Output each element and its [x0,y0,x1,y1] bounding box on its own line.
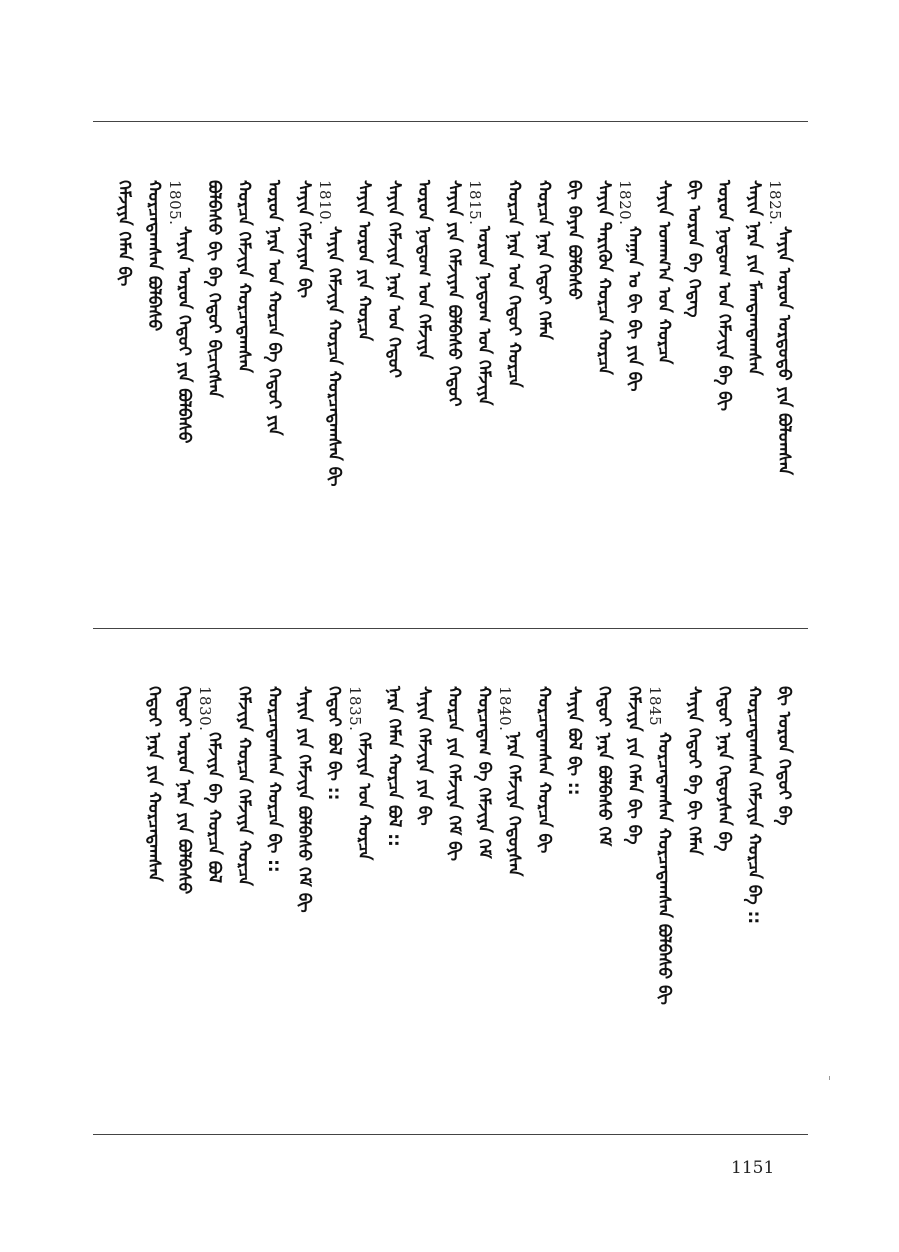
line-number: 1835. [346,686,364,732]
verse-line: ᠬᠡᠳᠦᠶ ᠨᠡᠷᠡ ᠪᠣᠯᠪᠠᠰᠤ ᠬᠡᠮ [594,686,614,847]
line-number: 1825. [766,180,784,226]
line-number: 1840. [496,686,514,732]
verse-line: ᠬᠤᠷᠴᠠᠳᠠᠭ ᠪᠠ ᠬᠡᠮᠵᠢᠶᠡ ᠬᠡᠮ [474,686,494,859]
verse-line: ᠬᠤᠷᠴᠠ ᠶᠢᠨ ᠬᠡᠮᠵᠢᠶᠡ ᠬᠡᠮ ᠪᠢ [444,686,464,861]
verse-line: ᠰᠠᠶᠢᠨ ᠬᠡᠳᠦᠶ ᠪᠠ ᠪᠢ ᠬᠡᠮᠡᠨ [684,686,704,856]
verse-line: ᠤᠷᠤᠨ ᠨᠤᠲᠤᠭ ᠤᠨ ᠬᠡᠮᠵᠢᠶᠡ [474,226,494,406]
line-number: 1830. [196,686,214,732]
verse-line: ᠤᠷᠤᠨ ᠨᠤᠲᠤᠭ ᠤᠨ ᠬᠡᠮᠵᠢᠶᠡ ᠪᠡ ᠪᠢ [714,180,734,411]
bottom-verse-block [80,686,800,1005]
verse-line: ᠰᠠᠶᠢᠨ ᠬᠡᠮᠵᠢᠶᠡᠨ ᠪᠢ [294,180,314,298]
verse-line: ᠬᠡᠮᠵᠢᠶᠡ ᠶᠢᠨ ᠬᠡᠮᠡᠨ ᠪᠢ ᠪᠠ [624,686,644,845]
verse-line: ᠬᠠᠭᠠᠨ ᠤ ᠪᠢ ᠪᠢ ᠶᠢᠨ ᠪᠢ [624,226,644,392]
verse-line: ᠬᠡᠳᠦᠶ ᠪᠣᠯ ᠪᠢ :: [324,686,344,801]
verse-line: ᠰᠠᠶᠢᠨ ᠤᠬᠠᠭ᠎ᠠ ᠤᠨ ᠬᠤᠷᠴᠠ [654,180,674,365]
verse-line: ᠬᠡᠳᠦᠶ ᠨᠡᠷᠡ ᠶᠢᠨ ᠬᠤᠷᠴᠠᠳᠠᠭᠰᠠᠨ [144,686,164,882]
verse-line: ᠨᠡᠷᠡ ᠬᠡᠮᠡᠨ ᠬᠤᠷᠴᠠ ᠪᠣᠯ :: [384,686,404,847]
top-rule [93,121,808,122]
line-number: 1805. [166,180,184,226]
verse-line: ᠬᠡᠮᠵᠢᠶᠡ ᠬᠡᠮᠡᠨ ᠪᠢ [114,180,134,287]
verse-line: ᠬᠡᠳᠦᠶ ᠨᠡᠷᠡ ᠬᠡᠳᠦᠶᠰᠡᠨ ᠪᠠ [714,686,734,852]
verse-line: ᠬᠤᠷᠴᠠᠳᠠᠭᠰᠠᠨ ᠪᠣᠯᠪᠠᠰᠤ [144,180,164,332]
verse-line: ᠤᠷᠤᠨ ᠨᠡᠷᠡ ᠤᠨ ᠬᠤᠷᠴᠠ ᠪᠠ ᠬᠡᠳᠦᠶ ᠶᠢᠨ [264,180,284,436]
verse-line: ᠰᠠᠶᠢᠨ ᠪᠣᠯ ᠪᠢ :: [564,686,584,796]
verse-line: ᠰᠠᠶᠢᠨ ᠬᠡᠮᠵᠢᠶᠡ ᠬᠤᠷᠴᠠ ᠬᠤᠷᠴᠠᠳᠠᠭᠰᠠᠨ ᠪᠢ [324,226,344,487]
verse-line: ᠬᠤᠷᠴᠠ ᠨᠡᠷᠡ ᠬᠡᠳᠦᠶ ᠬᠡᠮᠡᠨ [534,180,554,340]
bottom-rule [93,1134,808,1135]
verse-line: ᠬᠡᠳᠦᠶ ᠤᠷᠤᠨ ᠨᠡᠷᠡ ᠶᠢᠨ ᠪᠣᠯᠪᠠᠰᠤ [174,686,194,895]
verse-line: ᠰᠠᠶᠢᠨ ᠲᠡᠷᠢᠭᠦᠨ ᠬᠤᠷᠴᠠ ᠬᠤᠷᠴᠠ [594,180,614,375]
verse-line: ᠰᠠᠶᠢᠨ ᠬᠡᠮᠵᠢᠶᠡ ᠶᠢᠨ ᠪᠢ [414,686,434,826]
verse-line: ᠰᠠᠶᠢᠨ ᠶᠢᠨ ᠬᠡᠮᠵᠢᠶᠡ ᠪᠣᠯᠪᠠᠰᠤ ᠬᠡᠮ ᠪᠢ [294,686,314,913]
verse-line: ᠰᠠᠶᠢᠨ ᠶᠢᠨ ᠬᠡᠮᠵᠢᠶᠡᠨ ᠪᠣᠯᠪᠠᠰᠤ ᠬᠡᠳᠦᠶ [444,180,464,407]
verse-line: ᠰᠠᠶᠢᠨ ᠤᠷᠤᠨ ᠬᠡᠳᠦᠶ ᠶᠢᠨ ᠪᠣᠯᠪᠠᠰᠤ [174,226,194,444]
verse-line: ᠨᠡᠷᠡ ᠬᠡᠮᠵᠢᠶᠡ ᠬᠡᠳᠦᠶᠰᠡᠨ [504,732,524,877]
verse-line: ᠰᠠᠶᠢᠨ ᠨᠡᠷᠡ ᠶᠢᠨ ᠮᠠᠭᠲᠠᠭᠳᠠᠭᠰᠠᠨ [744,180,764,376]
page-number: 1151 [731,1158,775,1178]
verse-line: ᠬᠡᠮᠵᠢᠶᠡ ᠪᠠ ᠬᠤᠷᠴᠠ ᠪᠣᠯ [204,732,224,884]
verse-line: ᠰᠠᠶᠢᠨ ᠬᠡᠮᠵᠢᠶᠡ ᠨᠡᠷᠡ ᠤᠨ ᠬᠡᠳᠦᠶ [384,180,404,378]
verse-line: ᠬᠤᠷᠴᠠᠳᠠᠭᠰᠠᠨ ᠬᠤᠷᠴᠠᠳᠠᠭᠰᠠᠨ ᠪᠣᠯᠪᠠᠰᠤ ᠪᠢ [654,732,674,1005]
line-number: 1810. [316,180,334,226]
verse-line: ᠪᠢ ᠣᠷᠣᠨ ᠪᠠ ᠭᠡᠳᠡᠭ [684,180,704,318]
verse-line: ᠰᠠᠶᠢᠨ ᠤᠷᠤᠨ ᠤᠷᠲᠤᠳᠤ ᠶᠢᠨ ᠪᠣᠯᠤᠭᠰᠠᠨ [774,226,794,476]
middle-rule [93,628,808,629]
verse-line: ᠤᠷᠤᠨ ᠨᠤᠲᠤᠭ ᠤᠨ ᠬᠡᠮᠵᠢᠶᠡ [414,180,434,360]
verse-line: ᠰᠠᠶᠢᠨ ᠣᠷᠣᠨ ᠶᠢᠨ ᠬᠤᠷᠴᠠ [354,180,374,342]
line-number: 1845 [646,686,664,727]
verse-line: ᠬᠤᠷᠴᠠᠳᠠᠭᠰᠠᠨ ᠬᠤᠷᠴᠠ ᠪᠢ [534,686,554,854]
verse-line: ᠬᠤᠷᠴᠠᠳᠠᠭᠰᠠᠨ ᠬᠤᠷᠴᠠ ᠪᠢ :: [264,686,284,873]
verse-line: ᠬᠤᠷᠴᠠᠳᠠᠭᠰᠠᠨ ᠬᠡᠮᠵᠢᠶᠡ ᠬᠤᠷᠴᠠ ᠪᠠ :: [744,686,764,925]
verse-line: ᠪᠢ ᠪᠠᠶᠠᠨ ᠪᠣᠯᠪᠠᠰᠤ [564,180,584,300]
verse-line: ᠬᠡᠮᠵᠢᠶᠡ ᠬᠤᠷᠴᠠ ᠬᠡᠮᠵᠢᠶᠡ ᠬᠤᠷᠴᠠ [234,686,254,886]
line-number: 1820. [616,180,634,226]
verse-line: ᠬᠤᠷᠴᠠ ᠨᠡᠷᠡ ᠤᠨ ᠬᠡᠳᠦᠶ ᠬᠤᠷᠴᠠ [504,180,524,388]
verse-line: ᠬᠡᠮᠵᠢᠶᠡ ᠤᠨ ᠬᠤᠷᠴᠠ [354,732,374,861]
top-verse-block [80,180,800,487]
line-number: 1815. [466,180,484,226]
verse-line: ᠪᠢ ᠤᠷᠤᠨ ᠬᠡᠳᠦᠶ ᠪᠠ [774,686,794,826]
scan-speck [829,1076,830,1080]
verse-line: ᠪᠣᠯᠪᠠᠰᠤ ᠪᠢ ᠪᠠ ᠬᠡᠳᠦᠶ ᠪᠢᠴᠢᠭᠰᠡᠨ [204,180,224,398]
verse-line: ᠬᠤᠷᠴᠠ ᠬᠡᠮᠵᠢᠶᠡ ᠬᠤᠷᠴᠠᠳᠠᠭᠰᠠᠨ [234,180,254,373]
